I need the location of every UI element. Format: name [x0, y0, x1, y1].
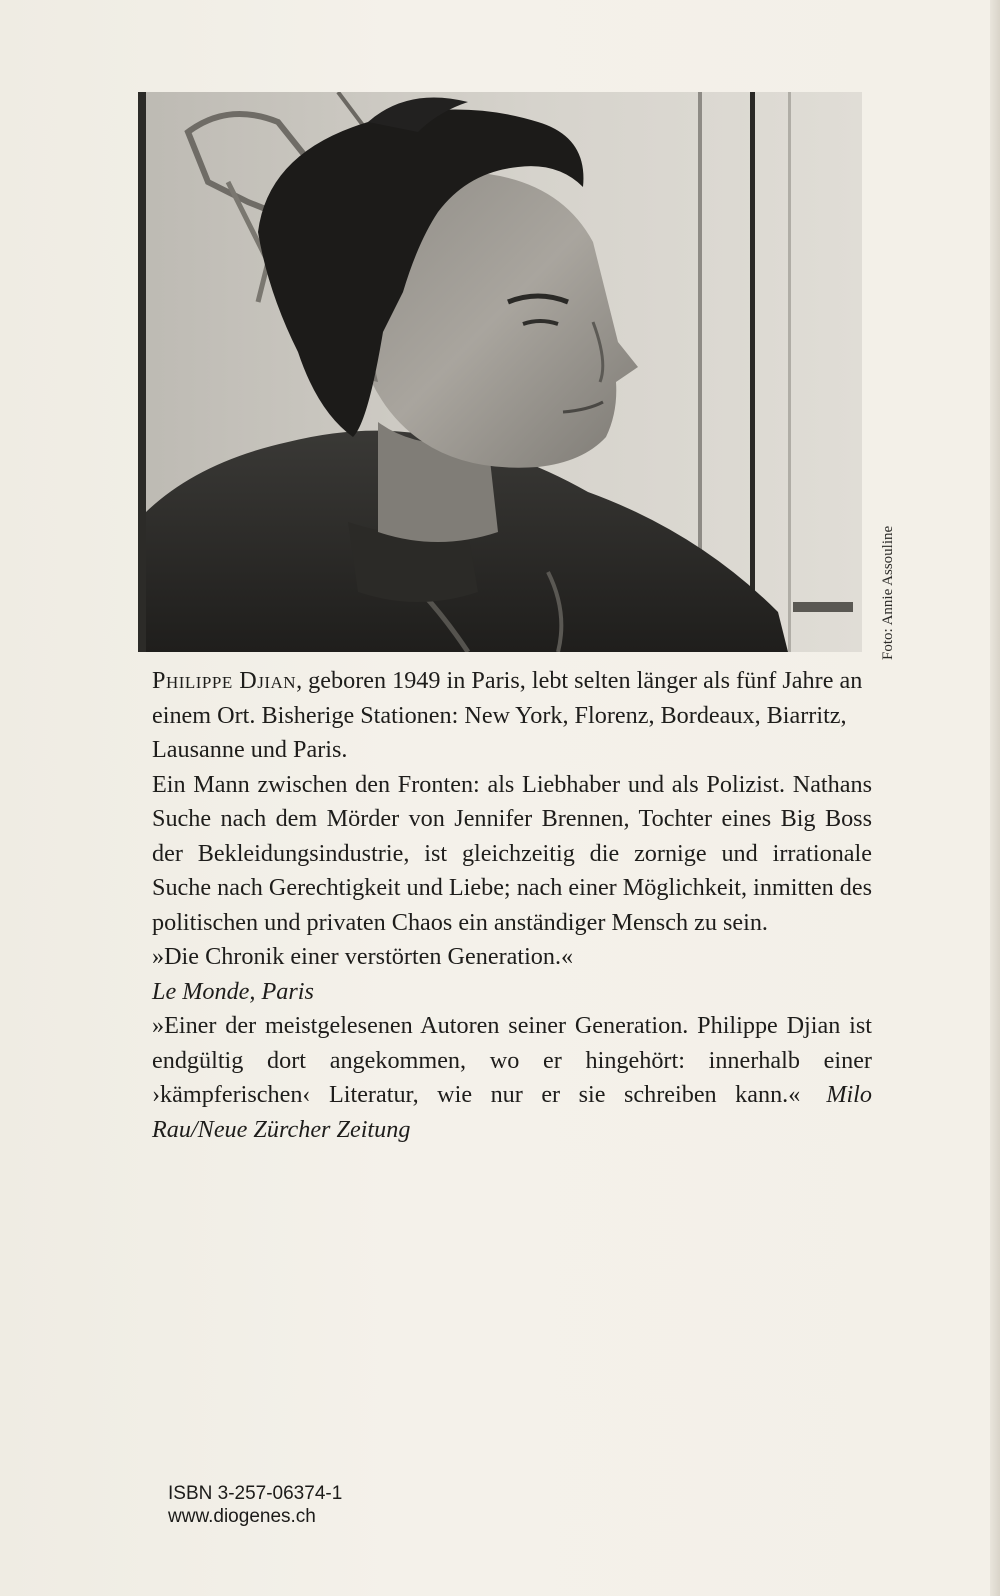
publisher-info — [168, 1482, 342, 1528]
back-cover-text — [152, 664, 872, 1147]
author-bio-text: , geboren 1949 in Paris, lebt selten länger als fünf Jahre an einem Ort. Bisherige Stationen: New York, Florenz, Bordeaux, Biarritz, Lausanne und Paris. — [152, 667, 863, 763]
author-photo — [138, 92, 862, 652]
isbn: ISBN 3-257-06374-1 — [168, 1483, 343, 1504]
review-quote-text: »Einer der meistgelesenen Autoren seiner Generation. Philippe Djian ist endgültig dort angekommen, wo er hingehört: innerhalb einer ›kämpferischen‹ Literatur, wie nur er sie schreiben kann.« — [152, 1012, 872, 1108]
review-quote — [152, 1009, 872, 1147]
review-source: Le Monde, Paris — [152, 977, 314, 1005]
publisher-website: www.diogenes.ch — [168, 1506, 316, 1527]
photo-credit: Foto: Annie Assouline — [880, 525, 896, 660]
review-source: Milo Rau/Neue Zürcher Zeitung — [152, 1081, 872, 1143]
author-bio — [152, 664, 872, 768]
author-name: Philippe Djian — [152, 667, 297, 694]
cover-edge — [990, 0, 1000, 1596]
book-blurb: Ein Mann zwischen den Fronten: als Liebhaber und als Polizist. Nathans Suche nach dem Mörder von Jennifer Brennen, Tochter eines Big Boss der Bekleidungsindustrie, ist gleichzeitig die zornige und irrationale Suche nach Gerechtigkeit und Liebe; nach einer Möglichkeit, inmitten des politischen und privaten Chaos ein anständiger Mensch zu sein. — [152, 770, 873, 936]
review-quote: »Die Chronik einer verstörten Generation.« — [152, 943, 574, 970]
author-photo-illustration — [138, 92, 862, 652]
